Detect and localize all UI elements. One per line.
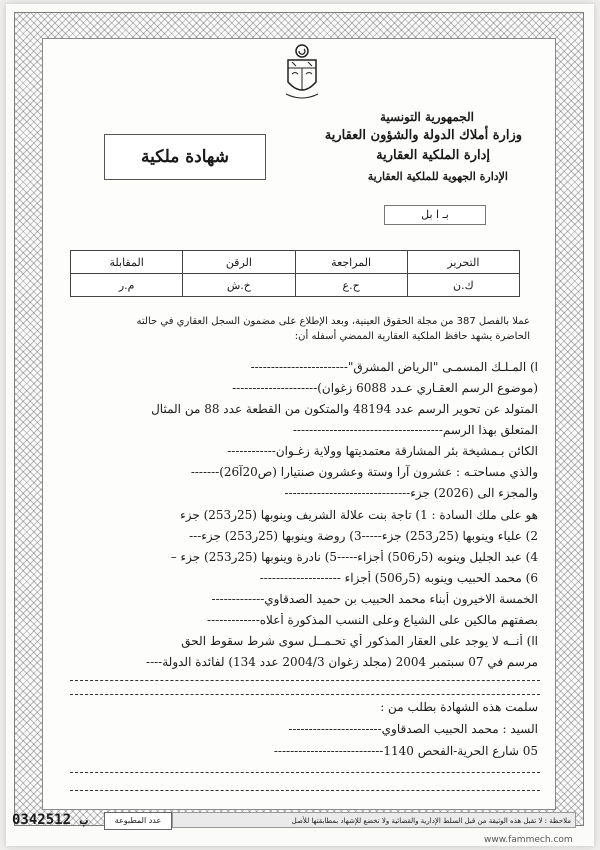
stamp-header: المراجعة bbox=[295, 251, 407, 274]
body-line: والمجزء الى (2026) جزء------------------------------- bbox=[284, 486, 538, 500]
ministry-name: وزارة أملاك الدولة والشؤون العقارية bbox=[324, 128, 522, 143]
stamp-value: ح.ع bbox=[295, 274, 407, 297]
body-line: الكائن بـمشيخة بئر المشارقة معتمديتها وولاية زغـوان------------ bbox=[227, 444, 538, 458]
body-line: 6) محمد الحبيب وينوبه (5ر506) أجزاء -------------------- bbox=[259, 571, 538, 585]
intro-line: الحاضرة يشهد حافظ الملكية العقارية الممضي أسفله أن: bbox=[294, 331, 530, 342]
tunisia-emblem-icon bbox=[282, 42, 322, 102]
directorate-name: إدارة الملكية العقارية bbox=[376, 148, 490, 163]
separator-line bbox=[70, 694, 540, 695]
regional-directorate-name: الإدارة الجهوية للملكية العقارية bbox=[367, 170, 508, 183]
stamp-value: ك.ن bbox=[407, 274, 519, 297]
intro-line: عملا بالفصل 387 من مجلة الحقوق العينية، وبعد الإطلاع على مضمون السجل العقاري في حالته bbox=[136, 316, 530, 327]
body-line: مرسم في 07 سبتمبر 2004 (مجلد زغوان 2004/3 عدد 134) لفائدة الدولة---- bbox=[146, 655, 538, 669]
body-line: هو على ملك السادة : 1) تاجة بنت علالة الشريف وينوبها (25ر253) جزء bbox=[180, 508, 538, 522]
serial-number: 0342512 ب bbox=[12, 812, 88, 828]
body-line: اا) أنــه لا يوجد على العقار المذكور أي تحـمــل سوى شرط سقوط الحق bbox=[181, 634, 538, 648]
republic-name: الجمهورية التونسية bbox=[379, 110, 474, 124]
applicant-name: السيد : محمد الحبيب الصدقاوي----------------------- bbox=[288, 722, 538, 736]
separator-line bbox=[70, 680, 540, 681]
reference-box: بـ ا بل bbox=[384, 205, 486, 225]
body-line: (موضوع الرسم العقـاري عـدد 6088 زغوان)--------------------- bbox=[232, 381, 538, 395]
separator-line bbox=[70, 790, 540, 791]
body-line: الخمسة الاخيرون أبناء محمد الحبيب بن حميد الصدقاوي------------- bbox=[211, 592, 538, 606]
stamp-value: م.ر bbox=[71, 274, 183, 297]
footer-notice: ملاحظة : لا تقبل هذه الوثيقة من قبل السلط الإدارية والقضائية ولا تخضع للإشهاد بمطابقتها للأصل bbox=[172, 812, 576, 828]
body-line: 2) علياء وينوبها (25ر253) جزء-----3) روضة وينوبها (25ر253) جزء--- bbox=[189, 529, 538, 543]
body-line: والذي مساحتـه : عشرون آرا وستة وعشرون صنتيارا (ص20آ26)------- bbox=[190, 465, 538, 479]
body-line: 4) عبد الجليل وينوبه (5ر506) أجزاء-----5) نادرة وينوبها (25ر253) جزء – bbox=[170, 550, 538, 564]
requested-by-label: سلمت هذه الشهادة بطلب من : bbox=[380, 700, 538, 714]
stamp-header: الرقن bbox=[183, 251, 295, 274]
website-watermark: www.fammech.com bbox=[484, 835, 573, 845]
stamp-header: التحرير bbox=[407, 251, 519, 274]
stamp-value: خ.ش bbox=[183, 274, 295, 297]
body-line: المتعلق بهذا الرسم------------------------------------- bbox=[292, 423, 538, 437]
body-line: ا) المـلـك المسمـى "الرياض المشرق"------------------------ bbox=[250, 360, 538, 374]
applicant-address: 05 شارع الحرية-الفحص 1140--------------------------- bbox=[273, 744, 538, 758]
certificate-title: شهادة ملكية bbox=[104, 134, 266, 180]
stamp-table bbox=[70, 250, 520, 297]
separator-line bbox=[70, 772, 540, 773]
body-line: المتولد عن تحوير الرسم عدد 48194 والمتكون من القطعة عدد 88 من المثال bbox=[151, 402, 538, 416]
stamp-header: المقابلة bbox=[71, 251, 183, 274]
print-number-label: عدد المطبوعة bbox=[104, 812, 172, 830]
body-line: بصفتهم مالكين على الشياع وعلى النسب المذكورة أعلاه------------- bbox=[207, 613, 538, 627]
